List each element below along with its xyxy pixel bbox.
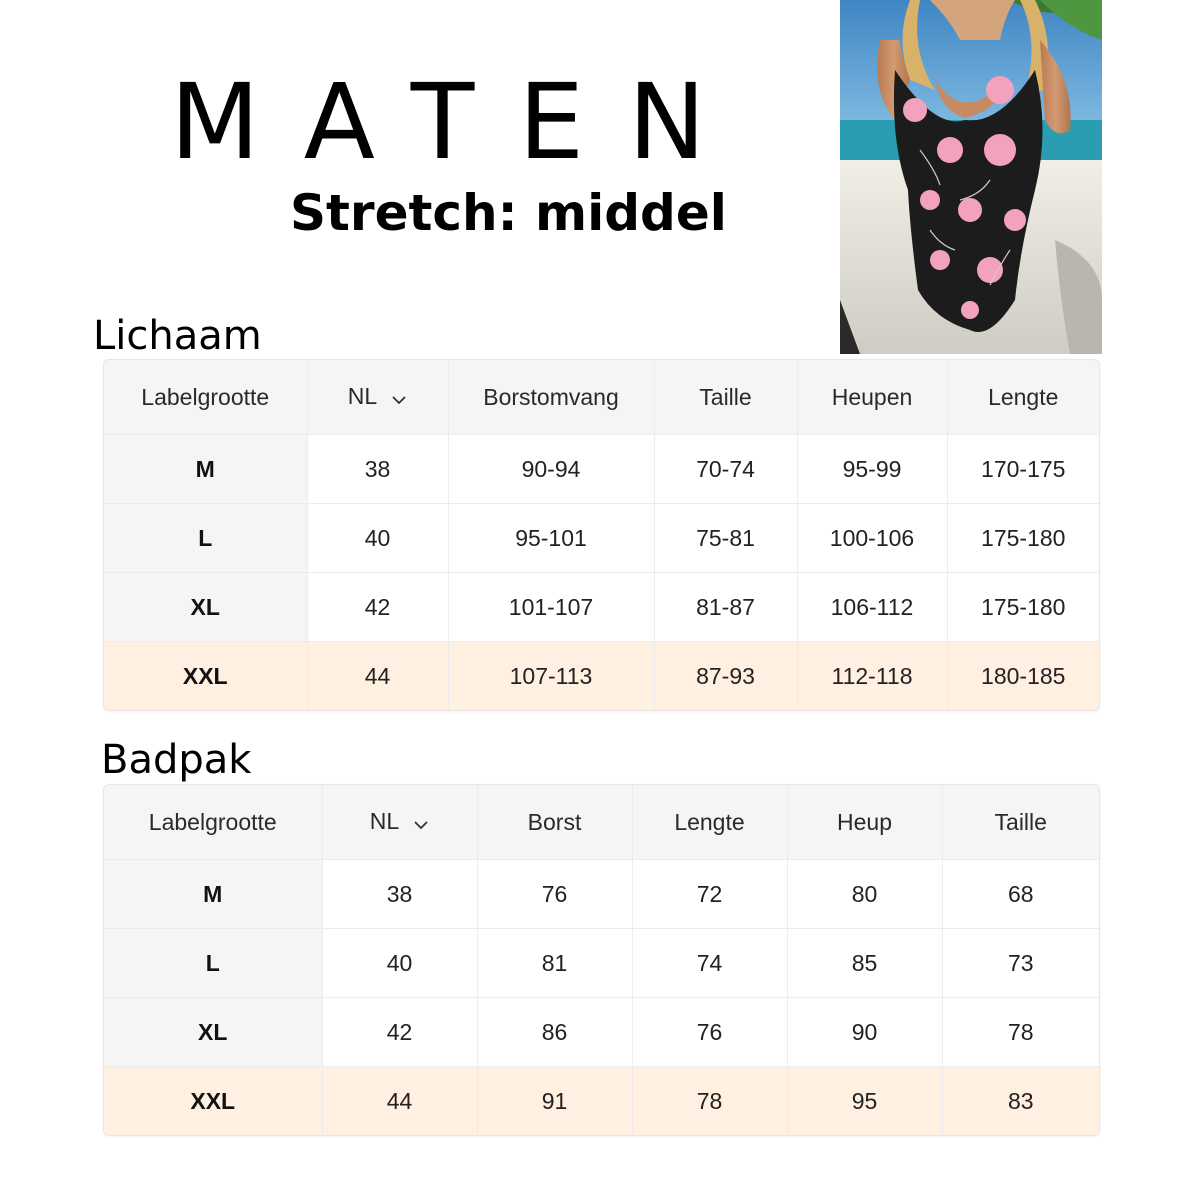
table-cell: 76 <box>477 860 632 929</box>
table-cell: 75-81 <box>654 504 797 573</box>
table-cell: 90 <box>787 998 942 1067</box>
table-cell: 76 <box>632 998 787 1067</box>
table-cell: 68 <box>942 860 1099 929</box>
size-label: M <box>104 435 307 504</box>
table-cell: 170-175 <box>947 435 1099 504</box>
body-section-label: Lichaam <box>93 313 262 359</box>
table-cell: 73 <box>942 929 1099 998</box>
header-nl: NL <box>369 807 400 834</box>
size-label: XXL <box>104 642 307 711</box>
table-cell: 70-74 <box>654 435 797 504</box>
header-taille: Taille <box>654 360 797 435</box>
table-cell: 42 <box>307 573 448 642</box>
table-cell: 44 <box>322 1067 477 1136</box>
table-header-row <box>104 360 1099 435</box>
table-cell: 78 <box>632 1067 787 1136</box>
body-size-table <box>103 359 1100 711</box>
header-labelgrootte: Labelgrootte <box>104 785 322 860</box>
product-photo <box>840 0 1102 354</box>
page-title: MATEN <box>170 61 750 183</box>
size-label: M <box>104 860 322 929</box>
table-cell: 86 <box>477 998 632 1067</box>
header-taille: Taille <box>942 785 1099 860</box>
header-nl: NL <box>347 382 378 409</box>
size-label: L <box>104 504 307 573</box>
nl-size-dropdown[interactable] <box>307 360 448 435</box>
header-lengte: Lengte <box>947 360 1099 435</box>
header-heupen: Heupen <box>797 360 947 435</box>
table-cell: 106-112 <box>797 573 947 642</box>
table-cell: 90-94 <box>448 435 654 504</box>
table-cell: 91 <box>477 1067 632 1136</box>
table-cell: 42 <box>322 998 477 1067</box>
table-cell: 38 <box>322 860 477 929</box>
size-label: XL <box>104 998 322 1067</box>
table-cell: 74 <box>632 929 787 998</box>
table-cell: 95-101 <box>448 504 654 573</box>
table-cell: 78 <box>942 998 1099 1067</box>
header-borstomvang: Borstomvang <box>448 360 654 435</box>
table-cell: 80 <box>787 860 942 929</box>
table-cell: 72 <box>632 860 787 929</box>
header-lengte: Lengte <box>632 785 787 860</box>
swimsuit-section-label: Badpak <box>101 737 252 783</box>
table-cell: 85 <box>787 929 942 998</box>
swimsuit-size-table <box>103 784 1100 1136</box>
table-cell: 107-113 <box>448 642 654 711</box>
header-heup: Heup <box>787 785 942 860</box>
table-row <box>104 998 1099 1067</box>
table-cell: 38 <box>307 435 448 504</box>
table-row <box>104 929 1099 998</box>
table-cell: 44 <box>307 642 448 711</box>
table-cell: 83 <box>942 1067 1099 1136</box>
table-row-highlighted <box>104 642 1099 711</box>
table-cell: 81 <box>477 929 632 998</box>
table-row <box>104 573 1099 642</box>
table-cell: 81-87 <box>654 573 797 642</box>
chevron-down-icon <box>413 809 429 836</box>
table-cell: 180-185 <box>947 642 1099 711</box>
size-label: XXL <box>104 1067 322 1136</box>
table-header-row <box>104 785 1099 860</box>
size-label: L <box>104 929 322 998</box>
header-labelgrootte: Labelgrootte <box>104 360 307 435</box>
chevron-down-icon <box>391 384 407 411</box>
table-cell: 40 <box>307 504 448 573</box>
stretch-subtitle: Stretch: middel <box>290 184 727 242</box>
header-borst: Borst <box>477 785 632 860</box>
swimsuit-model-photo <box>840 0 1102 354</box>
nl-size-dropdown[interactable] <box>322 785 477 860</box>
table-row-highlighted <box>104 1067 1099 1136</box>
table-row <box>104 435 1099 504</box>
table-cell: 175-180 <box>947 504 1099 573</box>
table-cell: 175-180 <box>947 573 1099 642</box>
table-cell: 95-99 <box>797 435 947 504</box>
size-label: XL <box>104 573 307 642</box>
table-cell: 100-106 <box>797 504 947 573</box>
table-cell: 101-107 <box>448 573 654 642</box>
table-row <box>104 860 1099 929</box>
table-cell: 40 <box>322 929 477 998</box>
table-cell: 112-118 <box>797 642 947 711</box>
table-cell: 87-93 <box>654 642 797 711</box>
table-cell: 95 <box>787 1067 942 1136</box>
table-row <box>104 504 1099 573</box>
